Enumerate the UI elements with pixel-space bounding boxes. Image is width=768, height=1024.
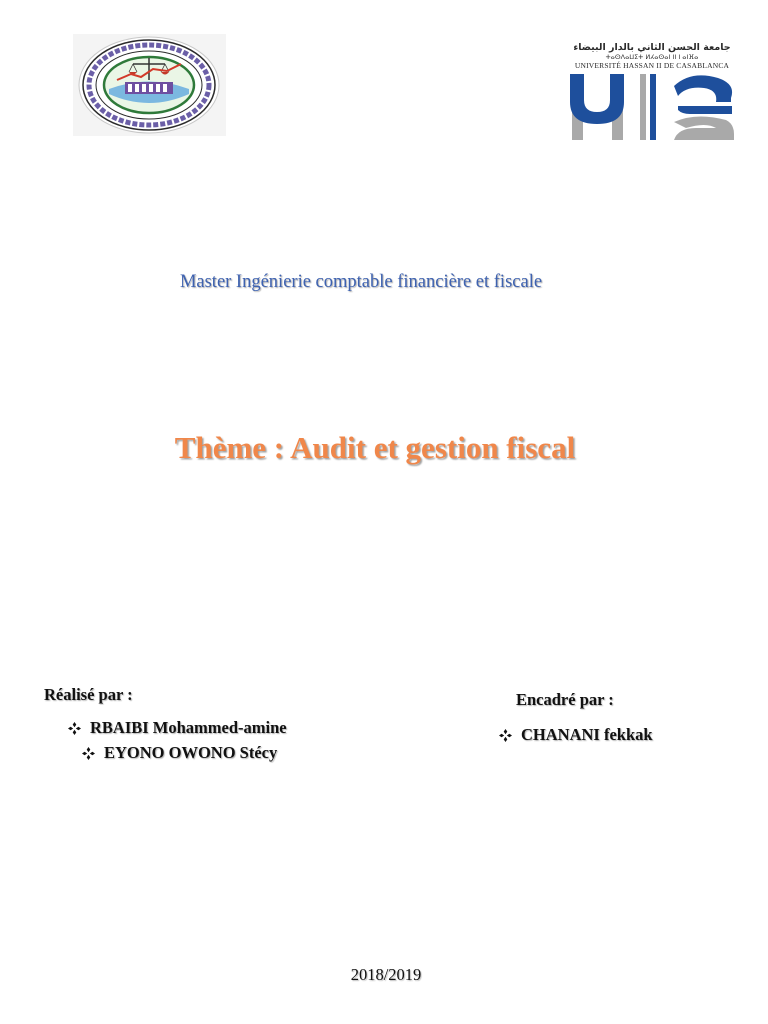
faculty-logo — [73, 34, 226, 136]
author-item — [82, 743, 277, 763]
supervisor-item — [499, 725, 653, 745]
university-name-arabic: جامعة الحسن الثاني بالدار البيضاء — [573, 42, 731, 53]
authors-label: Réalisé par : — [44, 685, 133, 704]
author-item — [68, 718, 287, 738]
diamond-bullet-icon — [499, 729, 512, 742]
author-name: RBAIBI Mohammed-amine — [90, 718, 287, 737]
academic-year: 2018/2019 — [350, 965, 422, 984]
author-name: EYONO OWONO Stécy — [104, 743, 278, 762]
program-title: Master Ingénierie comptable financière et fiscale — [179, 272, 543, 292]
diamond-bullet-icon — [68, 722, 81, 735]
faculty-seal-icon — [73, 34, 226, 136]
university-name-tifinagh: ⵜⴰⵙⴷⴰⵡⵉⵜ ⵍⵃⴰⵙⴰⵏ II ⵏ ⴰⵏⴼⴰ — [605, 53, 699, 61]
supervisor-label: Encadré par : — [516, 690, 614, 709]
university-logo — [566, 42, 738, 142]
diamond-bullet-icon — [82, 747, 95, 760]
university-name-french: UNIVERSITÉ HASSAN II DE CASABLANCA — [574, 61, 730, 70]
supervisor-name: CHANANI fekkak — [521, 725, 653, 744]
uh2-monogram-icon — [566, 72, 738, 142]
theme-title: Thème : Audit et gestion fiscal — [174, 430, 576, 465]
